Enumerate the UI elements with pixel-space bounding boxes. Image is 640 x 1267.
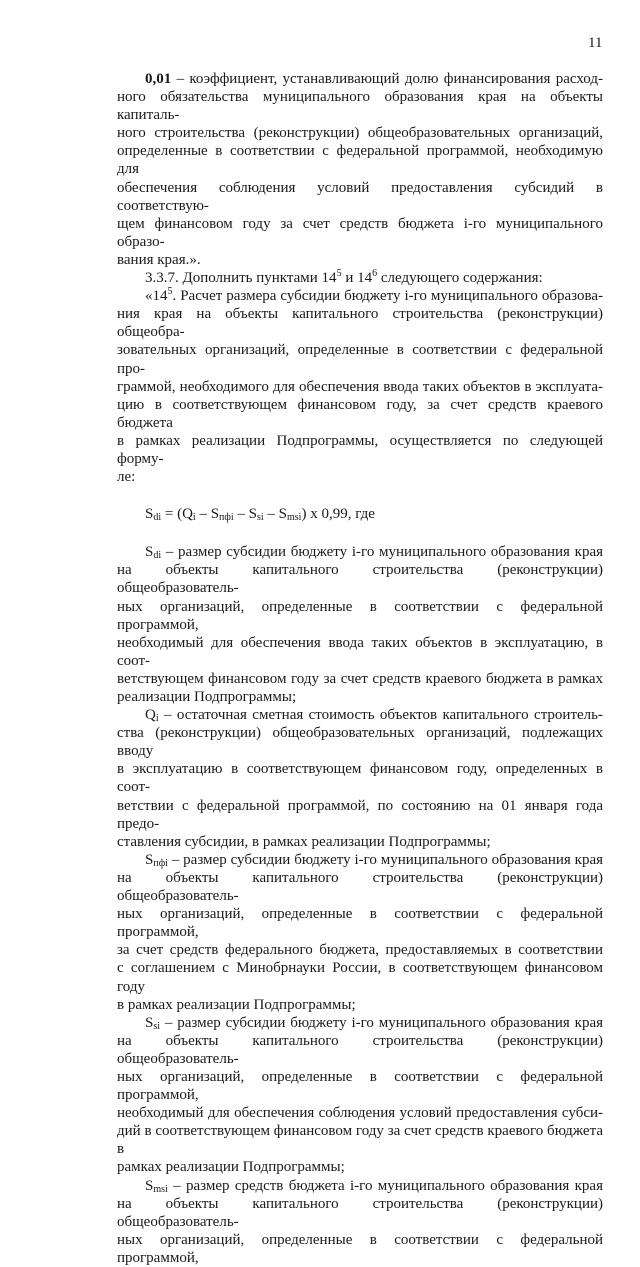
item-3-3-7 [117,269,603,287]
text-line: $Q_i$ – остаточная сметная стоимость объектов капитального строитель- [145,707,603,725]
text-line: реализации Подпрограммы; [117,689,297,705]
text-line: обеспечения соблюдения условий предоставления субсидий в соответствую- [117,179,603,214]
text-line: ле: [117,469,136,486]
text-line: ных организаций, определенные в соответствии с федеральной программой, [117,906,603,941]
text-line: дий в соответствующем финансовом году за счет средств краевого бюджета в [117,1123,603,1158]
coefficient-value: 0,01 [145,71,172,87]
text-line: вания края.». [117,251,201,268]
text-line: на объекты капитального строительства (реконструкции) общеобразователь- [117,869,603,905]
text-line: $S_{пфi}$ – размер субсидии бюджету i-го муниципального образования края [145,851,603,869]
text-line: зовательных организаций, определенные в соответствии с федеральной про- [117,342,603,377]
text-line: ставления субсидии, в рамках реализации Подпрограммы; [117,833,491,850]
page-number: 11 [588,35,603,51]
text-line: в рамках реализации Подпрограммы, осуществляется по следующей форму- [117,432,603,467]
item-14-5 [117,287,603,486]
text-line: ного обязательства муниципального образования края на объекты капиталь- [117,89,603,124]
text-line: ных организаций, определенные в соответствии с федеральной программой, [117,598,603,633]
text-line: граммой, необходимого для обеспечения ввода таких объектов в эксплуата- [117,378,603,395]
document-body [117,70,603,1267]
text-line: необходимый для обеспечения соблюдения условий предоставления субси- [117,1105,603,1122]
text-line: ния края на объекты капитального строительства (реконструкции) общеобра- [117,306,603,341]
subsidy-formula: $S_{di} = (Q_i - S_{пфi} - S_{si} - S_{msi})$ x 0,99, где [145,506,375,524]
text-line: ветствии с федеральной программой, по состоянию на 01 января года предо- [117,797,603,832]
text-line: ветствующем финансовом году за счет средств краевого бюджета в рамках [117,670,603,687]
text-line: необходимый для обеспечения ввода таких объектов в эксплуатацию, в соот- [117,634,603,669]
definition-s-msi [117,1177,603,1267]
definition-s-si [117,1014,603,1177]
text-line: ных организаций, определенные в соответствии с федеральной программой, [117,1231,603,1266]
text-line: $S_{si}$ – размер субсидии бюджету i-го муниципального образования края [145,1014,603,1032]
text-line: с соглашением с Минобрнауки России, в соответствующем финансовом году [117,960,603,995]
text-line: в эксплуатацию в соответствующем финансовом году, определенных в соот- [117,761,603,796]
text-line: 3.3.7. Дополнить пунктами $14^5$ и $14^6$ следующего содержания: [145,268,543,287]
text-line: ного строительства (реконструкции) общеобразовательных организаций, [117,125,603,142]
text-line: «$14^5$. Расчет размера субсидии бюджету i-го муниципального образова- [145,286,603,305]
text-line: за счет средств федерального бюджета, предоставляемых в соответствии [117,942,603,959]
text-line: $S_{msi}$ – размер средств бюджета i-го муниципального образования края [145,1177,603,1195]
text-line: щем финансовом году за счет средств бюджета i-го муниципального образо- [117,215,603,250]
text-line: в рамках реализации Подпрограммы; [117,996,356,1013]
text-line: на объекты капитального строительства (реконструкции) общеобразователь- [117,562,603,597]
text-line: определенные в соответствии с федеральной программой, необходимую для [117,143,603,178]
text-line: на объекты капитального строительства (реконструкции) общеобразователь- [117,1195,603,1230]
text-line: $S_{di}$ – размер субсидии бюджету i-го муниципального образования края [145,544,603,562]
definition-s-di [117,543,603,706]
text-line: цию в соответствующем финансовом году, за счет средств краевого бюджета [117,396,603,431]
text-line: рамках реализации Подпрограммы; [117,1159,345,1176]
definition-s-nfi [117,851,603,1014]
coefficient-paragraph [117,70,603,269]
text-line: ства (реконструкции) общеобразовательных организаций, подлежащих вводу [117,725,603,760]
text-line: ных организаций, определенные в соответствии с федеральной программой, [117,1068,603,1104]
text-line: 0,01 – коэффициент, устанавливающий долю финансирования расход- [145,71,603,87]
definition-q-i [117,706,603,851]
text-line: на объекты капитального строительства (реконструкции) общеобразователь- [117,1032,603,1067]
